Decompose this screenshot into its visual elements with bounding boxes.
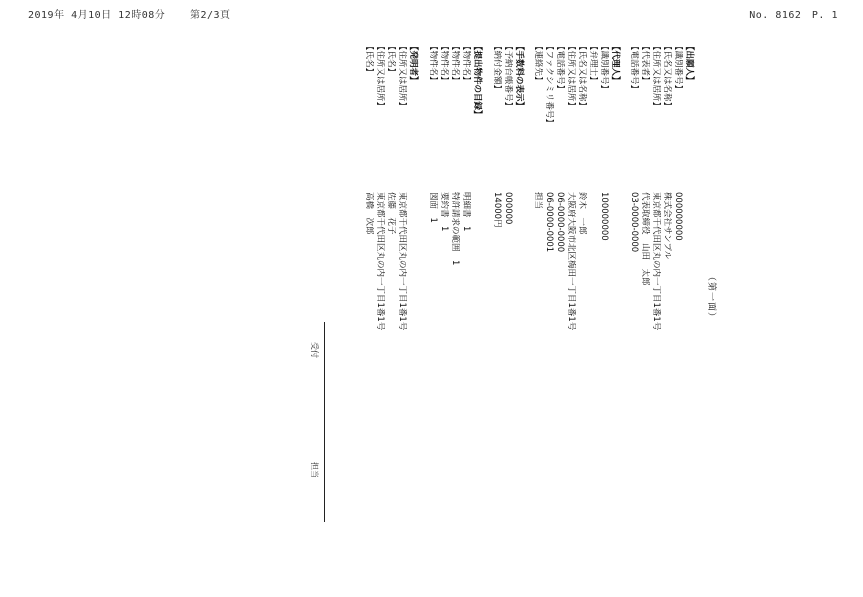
field-label: 【識別番号】 <box>673 42 683 94</box>
section-heading: 【手数料の表示】 <box>514 42 524 111</box>
field-row <box>427 42 438 542</box>
field-value: 03-0000-0000 <box>629 192 639 253</box>
field-value: 000000000 <box>673 192 683 241</box>
field-label: 【住所又は居所】 <box>397 42 407 111</box>
field-value: 100000000 <box>599 192 609 241</box>
fax-page-number: 第2/3頁 <box>190 10 231 21</box>
field-label: 【予納台帳番号】 <box>503 42 513 111</box>
field-row <box>650 42 661 542</box>
field-label: 【住所又は居所】 <box>651 42 661 111</box>
field-row <box>363 42 374 542</box>
field-label: 【氏名又は名称】 <box>577 42 587 111</box>
field-row <box>672 42 683 542</box>
document-frame <box>150 42 720 542</box>
field-row <box>502 42 513 542</box>
applicant-section <box>628 42 694 542</box>
field-label: 【物件名】 <box>450 42 460 85</box>
field-row <box>532 42 543 542</box>
field-value: 東京都千代田区丸の内一丁目1番1号 <box>651 192 661 331</box>
field-row <box>543 42 554 542</box>
field-label: 【物件名】 <box>461 42 471 85</box>
field-value: 東京都千代田区丸の内一丁目1番1号 <box>375 192 385 331</box>
field-label: 【氏名又は名称】 <box>662 42 672 111</box>
field-row <box>565 42 576 542</box>
field-value: 06-0000-0000 <box>555 192 565 253</box>
field-value: 000000 <box>503 192 513 225</box>
field-row <box>449 42 460 542</box>
field-row <box>639 42 650 542</box>
field-row <box>385 42 396 542</box>
field-row <box>576 42 587 542</box>
margin-mark: 担当 <box>310 462 319 478</box>
field-label: 【電話番号】 <box>629 42 639 94</box>
field-label: 【住所又は居所】 <box>566 42 576 111</box>
field-value: 大阪府大阪市北区梅田一丁目1番1号 <box>566 192 576 331</box>
inventor-section <box>363 42 418 542</box>
section-heading: 【出願人】 <box>684 42 694 85</box>
signature-rule <box>324 322 325 522</box>
field-label: 【代表者】 <box>640 42 650 85</box>
agent-section <box>532 42 620 542</box>
section-heading: 【提出物件の目録】 <box>472 42 482 119</box>
field-value: 明細書 1 <box>461 192 471 232</box>
field-label: 【識別番号】 <box>599 42 609 94</box>
fax-number: No. 8162 P. 1 <box>749 10 838 21</box>
section-heading: 【発明者】 <box>408 42 418 85</box>
field-value: 特許請求の範囲 1 <box>450 192 460 266</box>
field-value: 14000円 <box>492 192 502 228</box>
field-value: 高橋 次郎 <box>364 192 374 235</box>
fax-timestamp: 2019年 4月10日 12時08分 <box>28 10 166 21</box>
field-value: 株式会社サンプル <box>662 192 672 260</box>
field-row <box>396 42 407 542</box>
field-value: 図面 1 <box>428 192 438 223</box>
field-label: 【住所又は居所】 <box>375 42 385 111</box>
field-row <box>374 42 385 542</box>
field-row <box>438 42 449 542</box>
document-body <box>150 42 720 542</box>
field-label: 【ファクシミリ番号】 <box>544 42 554 127</box>
field-label: 【弁理士】 <box>588 42 598 85</box>
document-title: （第一面） <box>706 271 716 322</box>
field-value: 担当 <box>533 192 543 210</box>
field-row <box>661 42 672 542</box>
section-heading: 【代理人】 <box>610 42 620 85</box>
field-label: 【氏名】 <box>386 42 396 77</box>
attachments-section <box>427 42 482 542</box>
field-row <box>587 42 598 542</box>
field-row <box>628 42 639 542</box>
margin-mark: 受付 <box>310 342 319 358</box>
field-row <box>598 42 609 542</box>
field-value: 佐藤 花子 <box>386 192 396 235</box>
field-label: 【連絡先】 <box>533 42 543 85</box>
field-value <box>587 192 598 542</box>
field-label: 【氏名】 <box>364 42 374 77</box>
field-label: 【電話番号】 <box>555 42 565 94</box>
field-value: 鈴木 一郎 <box>577 192 587 235</box>
fax-header <box>28 6 838 20</box>
field-label: 【納付金額】 <box>492 42 502 94</box>
field-row <box>491 42 502 542</box>
field-row <box>460 42 471 542</box>
field-value: 代表取締役 山田 太郎 <box>640 192 650 286</box>
fee-section <box>491 42 524 542</box>
field-value: 要約書 1 <box>439 192 449 232</box>
field-value: 東京都千代田区丸の内一丁目1番1号 <box>397 192 407 331</box>
field-label: 【物件名】 <box>428 42 438 85</box>
field-value: 06-0000-0001 <box>544 192 554 253</box>
field-label: 【物件名】 <box>439 42 449 85</box>
field-row <box>554 42 565 542</box>
